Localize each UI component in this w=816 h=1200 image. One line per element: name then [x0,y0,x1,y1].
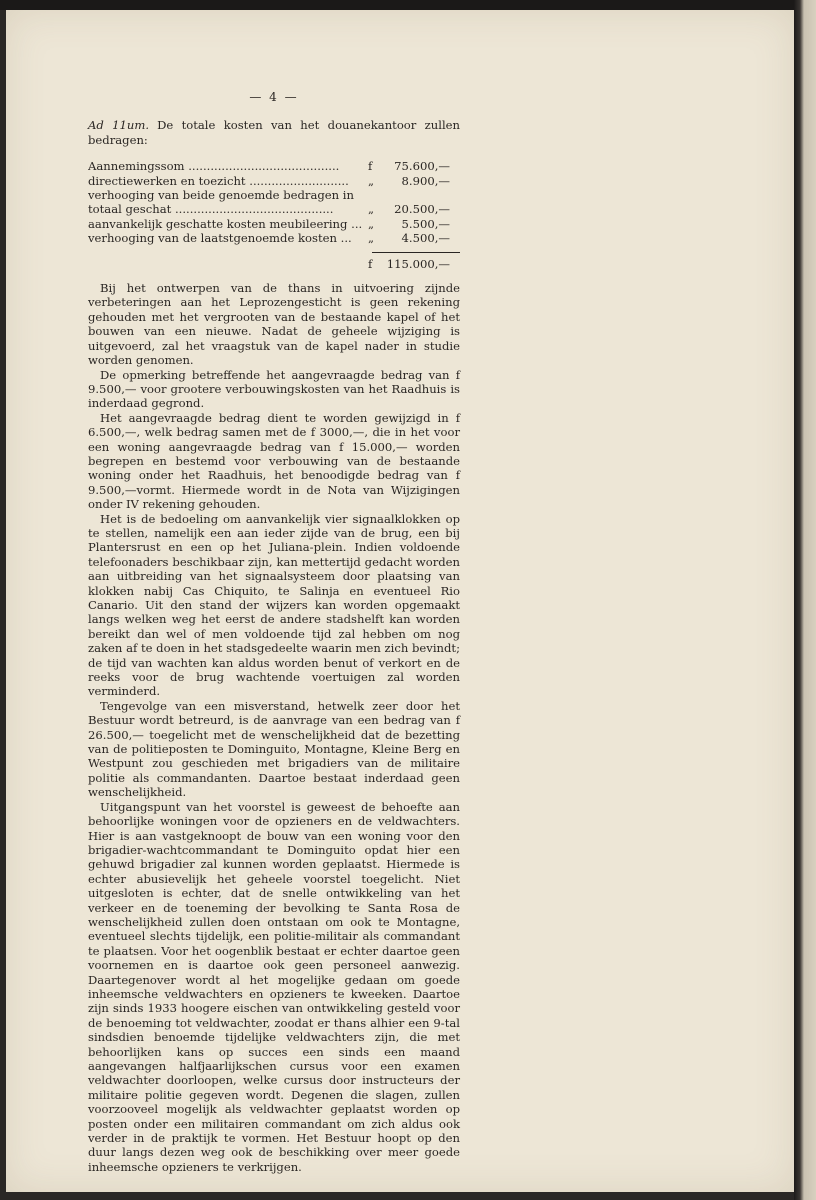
cost-total-row [88,257,460,271]
cost-row [88,159,460,173]
paragraph-housing: Uitgangspunt van het voorstel is geweest de behoefte aan behoorlijke woningen voor de opzieners en de veldwachters. Hier is aan vastgeknoopt de bouw van een woning voor den brigadier-wachtcommandant te Dominguito opdat hier een gehuwd brigadier zal kunnen worden geplaatst. Hiermede is echter abusievelijk het geheele voorstel toegelicht. Niet uitgesloten is echter, dat de snelle ontwikkeling van het verkeer en de toeneming der bevolking te Santa Rosa de wenschelijkheid zullen doen ontstaan om ook te Montagne, eventueel slechts tijdelijk, een politie-militair als commandant te plaatsen. Voor het oogenblik bestaat er echter daartoe geen voornemen en is daartoe ook geen personeel aanwezig. Daartegenover wordt al het mogelijke gedaan om goede inheemsche veldwachters en opzieners te kweeken. Daartoe zijn sinds 1933 hoogere eischen van ontwikkeling gesteld voor de benoeming tot veldwachter, zoodat er thans alhier een 9-tal sindsdien benoemde tijdelijke veldwachters zijn, die met behoorlijken kans op succes een sinds een maand aangevangen halfjaarlijkschen cursus voor een examen veldwachter doorloopen, welke cursus door instructeurs der militaire politie gegeven wordt. Degenen die slagen, zullen voorzooveel mogelijk als veldwachter geplaatst worden op posten onder een militairen commandant om zich aldus ook verder in de praktijk te vormen. Het Bestuur hoopt op den duur langs dezen weg ook de beschikking over meer goede inheemsche opzieners te verkrijgen. [88,799,460,1174]
cost-amount: 75.600,— [394,159,450,174]
cost-label: Aannemingssom ......................................... [88,159,340,174]
cost-currency: f [368,159,373,174]
cost-row [88,174,460,188]
total-currency: f [368,256,373,271]
cost-row [88,202,460,216]
paragraph-police-posts: Tengevolge van een misverstand, hetwelk zeer door het Bestuur wordt betreurd, is de aanvrage van een bedrag van f 26.500,— toegelicht met de wenschelijkheid dat de bezetting van de politieposten te Dominguito, Montagne, Kleine Berg en Westpunt zou geschieden met brigadiers van de militaire politie als commandanten. Daartoe bestaat inderdaad geen wenschelijkheid. [88,698,460,800]
paragraph-raadhuis-amount: Het aangevraagde bedrag dient te worden gewijzigd in f 6.500,—, welk bedrag samen met de f 3000,—, die in het voor een woning aangevraagde bedrag van f 15.000,— worden begrepen en bestemd voor verbouwing van de bestaande woning onder het Raadhuis, het benoodigde bedrag van f 9.500,—vormt. Hiermede wordt in de Nota van Wijzigingen onder IV rekening gehouden. [88,410,460,512]
sum-rule-row [88,252,460,253]
intro-text: De totale kosten van het douanekantoor zullen bedragen: [88,118,460,147]
cost-amount: 5.500,— [401,216,450,231]
total-amount: 115.000,— [386,256,450,271]
sum-rule [372,252,460,253]
cost-label: verhooging van beide genoemde bedragen in [88,188,354,203]
cost-label: aanvankelijk geschatte kosten meubileering ... [88,216,363,231]
intro-ad-label: Ad 11um. [88,118,150,133]
intro-paragraph [88,118,460,147]
paragraph-leprozengesticht: Bij het ontwerpen van de thans in uitvoering zijnde verbeteringen aan het Leprozengesticht is geen rekening gehouden met het vergrooten van de bestaande kapel of het bouwen van een nieuwe. Nadat de geheele wijziging is uitgevoerd, zal het vraagstuk van de kapel nader in studie worden genomen. [88,281,460,368]
cost-row [88,188,460,202]
cost-amount: 4.500,— [401,231,450,246]
cost-currency: „ [368,216,375,231]
paragraph-signal-clocks: Het is de bedoeling om aanvankelijk vier signaalklokken op te stellen, namelijk een aan ieder zijde van de brug, een bij Plantersrust en een op het Juliana-plein. Indien voldoende telefoonaders beschikbaar zijn, kan mettertijd gedacht worden aan uitbreiding van het signaalsysteem door plaatsing van klokken nabij Cas Chiquito, te Salinja en eventueel Rio Canario. Uit den stand der wijzers kan worden opgemaakt langs welken weg het eerst de andere stadshelft kan worden bereikt dan wel of men voldoende tijd zal hebben om nog zaken af te doen in het stadsgedeelte waarin men zich bevindt; de tijd van wachten kan aldus worden benut of verkort en de reeks voor de brug wachtende voertuigen zal worden verminderd. [88,511,460,699]
scan-top-border [0,0,816,10]
cost-label: verhooging van de laatstgenoemde kosten ... [88,231,352,246]
cost-currency: „ [368,202,375,217]
cost-currency: „ [368,231,375,246]
paragraph-raadhuis-remark: De opmerking betreffende het aangevraagde bedrag van f 9.500,— voor grootere verbouwingskosten van het Raadhuis is inderdaad gegrond. [88,367,460,411]
cost-currency: „ [368,173,375,188]
cost-table [88,159,460,271]
scan-right-edge [794,0,816,1200]
page-number: — 4 — [249,90,299,104]
cost-label: directiewerken en toezicht ........................... [88,173,349,188]
cost-amount: 8.900,— [401,173,450,188]
page-content [88,90,460,1174]
cost-row [88,217,460,231]
document-page [6,10,794,1192]
cost-amount: 20.500,— [394,202,450,217]
cost-label: totaal geschat ........................................... [88,202,334,217]
cost-row [88,231,460,245]
